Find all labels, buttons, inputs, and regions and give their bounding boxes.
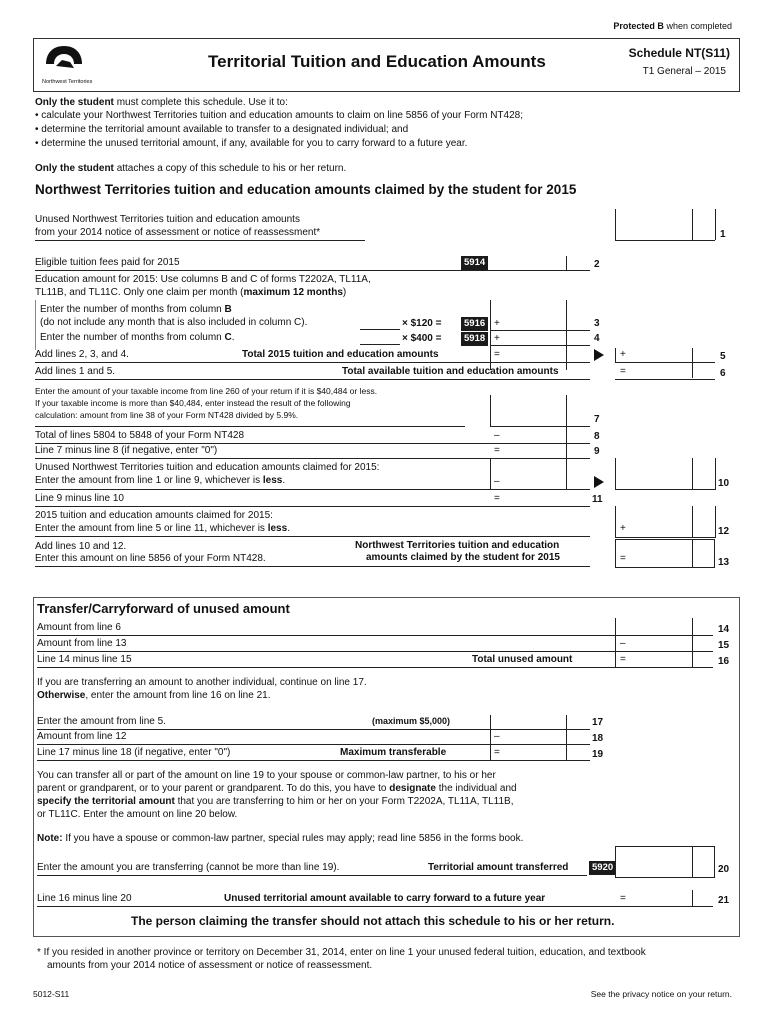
line7-label-a: Enter the amount of your taxable income from line 260 of your return if it is $40,484 or less. bbox=[35, 386, 378, 396]
line-number-16: 16 bbox=[718, 656, 730, 667]
line2-rule bbox=[35, 270, 590, 271]
education-label-b-text: TL11B, and TL11C. Only one claim per month ( bbox=[35, 287, 244, 298]
line-number-18: 18 bbox=[592, 733, 604, 744]
schedule-number: Schedule NT(S11) bbox=[628, 46, 730, 60]
footnote-line-b: amounts from your 2014 notice of assessment or notice of reassessment. bbox=[47, 960, 373, 971]
education-label-a: Education amount for 2015: Use columns B and C of forms T2202A, TL11A, bbox=[35, 274, 371, 285]
protected-b-label bbox=[613, 21, 732, 31]
line3-cents-div bbox=[566, 300, 567, 370]
line12-rule bbox=[35, 536, 590, 537]
line15-label: Amount from line 13 bbox=[37, 638, 127, 649]
line19-equals: = bbox=[494, 747, 500, 758]
line12-box-right bbox=[715, 506, 716, 538]
section1-heading: Northwest Territories tuition and education amounts claimed by the student for 2015 bbox=[35, 182, 577, 197]
line9-equals: = bbox=[494, 445, 500, 456]
intro-bullet-text: determine the territorial amount available to transfer to a designated individual; and bbox=[41, 124, 409, 135]
line10-less: less bbox=[262, 475, 283, 486]
attach-note-bold: Only the student bbox=[35, 163, 114, 174]
line6-total-label: Total available tuition and education amounts bbox=[342, 366, 559, 377]
transfer-paragraph-d: or TL11C. Enter the amount on line 20 below. bbox=[37, 809, 238, 820]
line21-label: Line 16 minus line 20 bbox=[37, 893, 132, 904]
line-number-8: 8 bbox=[594, 431, 600, 442]
code-5920: 5920 bbox=[589, 861, 616, 875]
line14-input[interactable] bbox=[616, 620, 691, 634]
line10-label-a: Unused Northwest Territories tuition and education amounts claimed for 2015: bbox=[35, 462, 380, 473]
intro-lead-bold: Only the student bbox=[35, 97, 114, 108]
line18-rule bbox=[37, 744, 590, 745]
line4-label bbox=[40, 332, 235, 343]
when-completed-text: when completed bbox=[666, 21, 732, 31]
transfer-warning: The person claiming the transfer should not attach this schedule to his or her return. bbox=[131, 914, 615, 928]
line13-bold-a: Northwest Territories tuition and education bbox=[355, 540, 560, 551]
line4-label-end: . bbox=[231, 332, 235, 343]
line8-rule bbox=[35, 443, 590, 444]
line6-rule bbox=[35, 379, 590, 380]
line5-cents-div bbox=[692, 348, 693, 378]
intro-bullet-text: calculate your Northwest Territories tuition and education amounts to claim on line 5856 of your Form NT428; bbox=[41, 110, 524, 121]
line1-input-right bbox=[715, 209, 716, 240]
line1-input-left bbox=[615, 209, 616, 240]
line13-label-a: Add lines 10 and 12. bbox=[35, 541, 127, 552]
line12-box-left bbox=[615, 506, 616, 538]
line3-label-b: (do not include any month that is also included in column C). bbox=[40, 317, 308, 328]
line10-cents-div bbox=[566, 458, 567, 490]
line7-cents-div bbox=[566, 395, 567, 465]
transfer-instruction-a: If you are transferring an amount to another individual, continue on line 17. bbox=[37, 677, 367, 688]
line12-plus: + bbox=[620, 523, 626, 534]
line9-label: Line 7 minus line 8 (if negative, enter "0") bbox=[35, 445, 218, 456]
line16-equals: = bbox=[620, 654, 626, 665]
line6-equals: = bbox=[620, 366, 626, 377]
months-bracket bbox=[35, 300, 36, 350]
line14-rule bbox=[37, 635, 713, 636]
line12-input[interactable] bbox=[615, 537, 715, 538]
line-number-10: 10 bbox=[718, 478, 730, 489]
form-number: 5012-S11 bbox=[33, 989, 70, 999]
line2-cents-div bbox=[566, 256, 567, 270]
section2-heading: Transfer/Carryforward of unused amount bbox=[37, 601, 290, 616]
line10-minus: – bbox=[494, 476, 500, 487]
line-number-17: 17 bbox=[592, 717, 604, 728]
line3-multiplier: × $120 = bbox=[402, 318, 442, 329]
intro-bullet-text: determine the unused territorial amount, if any, available for you to carry forward to a future year. bbox=[41, 138, 468, 149]
line10-input[interactable] bbox=[615, 489, 715, 490]
line20-label: Enter the amount you are transferring (cannot be more than line 19). bbox=[37, 862, 340, 873]
line5-input[interactable] bbox=[615, 362, 715, 363]
line3-rule bbox=[490, 330, 590, 331]
nwt-logo bbox=[40, 44, 93, 86]
column-b-label: B bbox=[224, 304, 232, 315]
code-5914: 5914 bbox=[461, 256, 488, 270]
line-number-15: 15 bbox=[718, 640, 730, 651]
line18-label: Amount from line 12 bbox=[37, 731, 127, 742]
intro-lead bbox=[35, 97, 288, 108]
line-number-6: 6 bbox=[720, 368, 726, 379]
footnote-line-a: * If you resided in another province or territory on December 31, 2014, enter on line 1 your unused federal tuition, education, and textbook bbox=[37, 947, 646, 958]
line12-less: less bbox=[267, 523, 288, 534]
line-number-11: 11 bbox=[592, 494, 603, 505]
line21-rule bbox=[37, 906, 713, 907]
line1-label-b: from your 2014 notice of assessment or notice of reassessment* bbox=[35, 227, 321, 238]
line2-label: Eligible tuition fees paid for 2015 bbox=[35, 257, 180, 268]
line5-rule bbox=[35, 362, 590, 363]
line10-out-box-left bbox=[615, 458, 616, 490]
line20-territorial-transferred: Territorial amount transferred bbox=[428, 862, 569, 873]
line10-label-end: . bbox=[282, 475, 286, 486]
line-number-5: 5 bbox=[720, 351, 726, 362]
org-name: Northwest Territories bbox=[42, 79, 93, 85]
transfer-paragraph-b-end: the individual and bbox=[435, 783, 517, 794]
designate-bold: designate bbox=[389, 783, 436, 794]
line6-label: Add lines 1 and 5. bbox=[35, 366, 116, 377]
line4-label-text: Enter the number of months from column bbox=[40, 332, 225, 343]
page-title: Territorial Tuition and Education Amounts bbox=[208, 52, 546, 71]
line10-box-left bbox=[490, 458, 491, 490]
transfer-otherwise: Otherwise bbox=[37, 690, 86, 701]
note bbox=[37, 833, 523, 844]
line16-rule bbox=[37, 667, 713, 668]
line21-carry-forward: Unused territorial amount available to carry forward to a future year bbox=[224, 893, 546, 904]
note-text: If you have a spouse or common-law partner, special rules may apply; read line 5856 in the forms book. bbox=[62, 833, 524, 844]
line3-label-a bbox=[40, 304, 232, 315]
line19-rule bbox=[37, 760, 590, 761]
line17-input[interactable] bbox=[491, 716, 565, 729]
code-5916: 5916 bbox=[461, 317, 488, 331]
line-number-13: 13 bbox=[718, 557, 730, 568]
line-number-7: 7 bbox=[594, 414, 600, 425]
divider bbox=[35, 240, 365, 241]
line19-label: Line 17 minus line 18 (if negative, enter "0") bbox=[37, 747, 231, 758]
line10-out-cents-div bbox=[692, 458, 693, 490]
line8-label: Total of lines 5804 to 5848 of your Form NT428 bbox=[35, 430, 245, 441]
line4-multiplier: × $400 = bbox=[402, 333, 442, 344]
line13-rule bbox=[35, 566, 590, 567]
line-number-12: 12 bbox=[718, 526, 730, 537]
education-label-b-end: ) bbox=[342, 287, 347, 298]
transfer-paragraph-c bbox=[37, 796, 514, 807]
line20-rule bbox=[37, 875, 587, 876]
line5-equals: = bbox=[494, 349, 500, 360]
line1-cents-div bbox=[692, 209, 693, 240]
line18-input[interactable] bbox=[505, 731, 565, 744]
line-number-3: 3 bbox=[594, 318, 600, 329]
note-bold: Note: bbox=[37, 833, 63, 844]
line-number-21: 21 bbox=[718, 895, 730, 906]
polar-bear-logo-icon bbox=[40, 44, 88, 74]
line4-input[interactable] bbox=[505, 332, 565, 344]
line-number-19: 19 bbox=[592, 749, 604, 760]
line7-input[interactable] bbox=[490, 426, 590, 427]
transfer-instruction-b bbox=[37, 690, 270, 701]
line14-label: Amount from line 6 bbox=[37, 622, 121, 633]
attach-note-rest: attaches a copy of this schedule to his or her return. bbox=[116, 163, 347, 174]
line7-rule bbox=[35, 426, 465, 427]
transfer-paragraph-c-text: that you are transferring to him or her on your Form T2202A, TL11A, TL11B, bbox=[174, 796, 514, 807]
line5-plus: + bbox=[620, 349, 626, 360]
line15-minus: – bbox=[620, 638, 626, 649]
line21-cents-div bbox=[692, 890, 693, 906]
line21-input[interactable] bbox=[630, 892, 690, 906]
line3-label-a-text: Enter the number of months from column bbox=[40, 304, 225, 315]
line3-plus: + bbox=[494, 318, 500, 329]
line13-cents-div bbox=[692, 539, 693, 568]
line19-max-transferable: Maximum transferable bbox=[340, 747, 447, 758]
line15-rule bbox=[37, 651, 713, 652]
line-number-20: 20 bbox=[718, 864, 730, 875]
line-number-4: 4 bbox=[594, 333, 600, 344]
line13-input[interactable] bbox=[615, 539, 715, 568]
line10-arrow-icon bbox=[594, 476, 604, 488]
line11-label: Line 9 minus line 10 bbox=[35, 493, 124, 504]
line16-total-label: Total unused amount bbox=[472, 654, 573, 665]
line5-arrow-icon bbox=[594, 349, 604, 361]
transfer-paragraph-b bbox=[37, 783, 517, 794]
privacy-notice-link[interactable]: See the privacy notice on your return. bbox=[590, 989, 732, 999]
line12-label-b-text: Enter the amount from line 5 or line 11, whichever is bbox=[35, 523, 268, 534]
line18-minus: – bbox=[494, 731, 500, 742]
line17-cents-div bbox=[566, 715, 567, 761]
line10-label-b bbox=[35, 475, 285, 486]
line17-rule bbox=[37, 729, 590, 730]
line16-input[interactable] bbox=[630, 653, 690, 667]
line4-rule bbox=[490, 345, 590, 346]
intro-lead-rest: must complete this schedule. Use it to: bbox=[116, 97, 288, 108]
line4-months-input[interactable] bbox=[360, 344, 400, 345]
line8-minus: – bbox=[494, 430, 500, 441]
line1-input[interactable] bbox=[615, 240, 715, 241]
line15-input[interactable] bbox=[630, 637, 690, 651]
education-max-months: maximum 12 months bbox=[243, 287, 343, 298]
line-number-2: 2 bbox=[594, 259, 600, 270]
transfer-paragraph-b-text: parent or grandparent, or to your parent or grandparent. To do this, you have to bbox=[37, 783, 390, 794]
line7-label-b: If your taxable income is more than $40,484, enter instead the result of the following bbox=[35, 398, 351, 408]
line12-label-b bbox=[35, 523, 290, 534]
line10-out-box-right bbox=[715, 458, 716, 490]
protected-b-text: Protected B bbox=[613, 21, 664, 31]
education-label-b bbox=[35, 287, 346, 298]
line4-plus: + bbox=[494, 333, 500, 344]
line2-input[interactable] bbox=[490, 256, 566, 270]
line6-input[interactable] bbox=[615, 379, 715, 380]
line12-label-a: 2015 tuition and education amounts claimed for 2015: bbox=[35, 510, 273, 521]
line-number-14: 14 bbox=[718, 624, 730, 635]
transfer-instruction-b-text: , enter the amount from line 16 on line 21. bbox=[85, 690, 271, 701]
line13-bold-b: amounts claimed by the student for 2015 bbox=[366, 552, 560, 563]
line9-rule bbox=[35, 458, 590, 459]
line19-input[interactable] bbox=[505, 747, 565, 760]
line12-label-end: . bbox=[287, 523, 290, 534]
line5-total-label: Total 2015 tuition and education amounts bbox=[242, 349, 439, 360]
line17-maximum: (maximum $5,000) bbox=[372, 716, 451, 726]
code-5918: 5918 bbox=[461, 332, 488, 346]
line5-label: Add lines 2, 3, and 4. bbox=[35, 349, 129, 360]
line16-label: Line 14 minus line 15 bbox=[37, 654, 132, 665]
line20-input[interactable] bbox=[615, 846, 715, 878]
line20-cents-div bbox=[692, 846, 693, 878]
attach-note bbox=[35, 163, 346, 174]
transfer-paragraph-a: You can transfer all or part of the amount on line 19 to your spouse or common-law partner, to his or her bbox=[37, 770, 496, 781]
line3-input[interactable] bbox=[505, 317, 565, 329]
line21-equals: = bbox=[620, 893, 626, 904]
specify-amount-bold: specify the territorial amount bbox=[37, 796, 175, 807]
line-number-9: 9 bbox=[594, 446, 600, 457]
line13-label-b: Enter this amount on line 5856 of your Form NT428. bbox=[35, 553, 266, 564]
line13-equals: = bbox=[620, 553, 626, 564]
line3-box-left bbox=[490, 300, 491, 370]
intro-bullet-1: • calculate your Northwest Territories tuition and education amounts to claim on line 5856 of your Form NT428; bbox=[35, 110, 524, 121]
line17-label: Enter the amount from line 5. bbox=[37, 716, 166, 727]
intro-bullet-2: • determine the territorial amount available to transfer to a designated individual; and bbox=[35, 124, 409, 135]
column-c-label: C bbox=[224, 332, 232, 343]
line1-label-a: Unused Northwest Territories tuition and education amounts bbox=[35, 214, 300, 225]
line14-cents-div bbox=[692, 618, 693, 668]
line11-rule bbox=[35, 506, 590, 507]
line-number-1: 1 bbox=[720, 229, 726, 240]
line7-box-left bbox=[490, 395, 491, 427]
line5-box-left bbox=[615, 348, 616, 362]
line12-cents-div bbox=[692, 506, 693, 538]
intro-bullet-3: • determine the unused territorial amount, if any, available for you to carry forward to a future year. bbox=[35, 138, 468, 149]
line11-equals: = bbox=[494, 493, 500, 504]
line3-months-input[interactable] bbox=[360, 329, 400, 330]
line7-label-c: calculation: amount from line 38 of your Form NT428 divided by 5.9%. bbox=[35, 410, 299, 420]
form-reference: T1 General – 2015 bbox=[642, 66, 726, 77]
line10-rule bbox=[35, 489, 590, 490]
line10-label-b-text: Enter the amount from line 1 or line 9, whichever is bbox=[35, 475, 263, 486]
